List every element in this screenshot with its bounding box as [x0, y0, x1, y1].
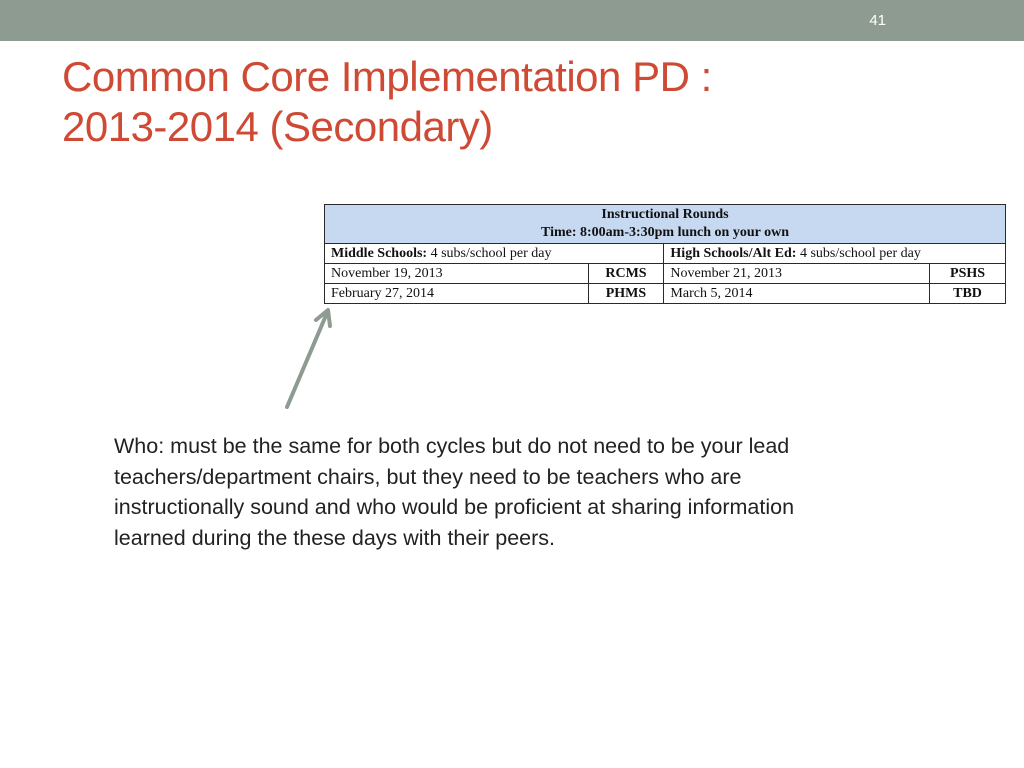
body-line: teachers/department chairs, but they need to be teachers who are — [114, 464, 742, 489]
body-line: instructionally sound and who would be proficient at sharing information — [114, 495, 795, 519]
middle-schools-label: Middle Schools: — [331, 246, 428, 261]
hs-date-cell: March 5, 2014 — [664, 284, 930, 304]
slide-number: 41 — [869, 12, 886, 29]
hs-code-cell: PSHS — [930, 264, 1006, 284]
high-schools-label: High Schools/Alt Ed: — [670, 246, 797, 261]
ms-date-cell: February 27, 2014 — [325, 284, 589, 304]
hs-date-cell: November 21, 2013 — [664, 264, 930, 284]
middle-schools-detail: 4 subs/school per day — [427, 246, 552, 261]
title-line-1: Common Core Implementation PD : — [62, 53, 712, 100]
ms-code-cell: RCMS — [588, 264, 664, 284]
body-line: Who: must be the same for both cycles but do not need to be your lead — [114, 434, 790, 458]
table-header-time: Time: 8:00am-3:30pm lunch on your own — [540, 225, 789, 240]
ms-code-cell: PHMS — [588, 284, 664, 304]
table-header-title: Instructional Rounds — [601, 207, 729, 222]
hs-code-cell: TBD — [930, 284, 1006, 304]
ms-date-cell: November 19, 2013 — [325, 264, 589, 284]
title-line-2: 2013-2014 (Secondary) — [62, 103, 493, 150]
body-paragraph — [114, 431, 944, 553]
body-line: learned during the these days with their peers. — [114, 525, 556, 550]
high-schools-detail: 4 subs/school per day — [796, 246, 921, 261]
